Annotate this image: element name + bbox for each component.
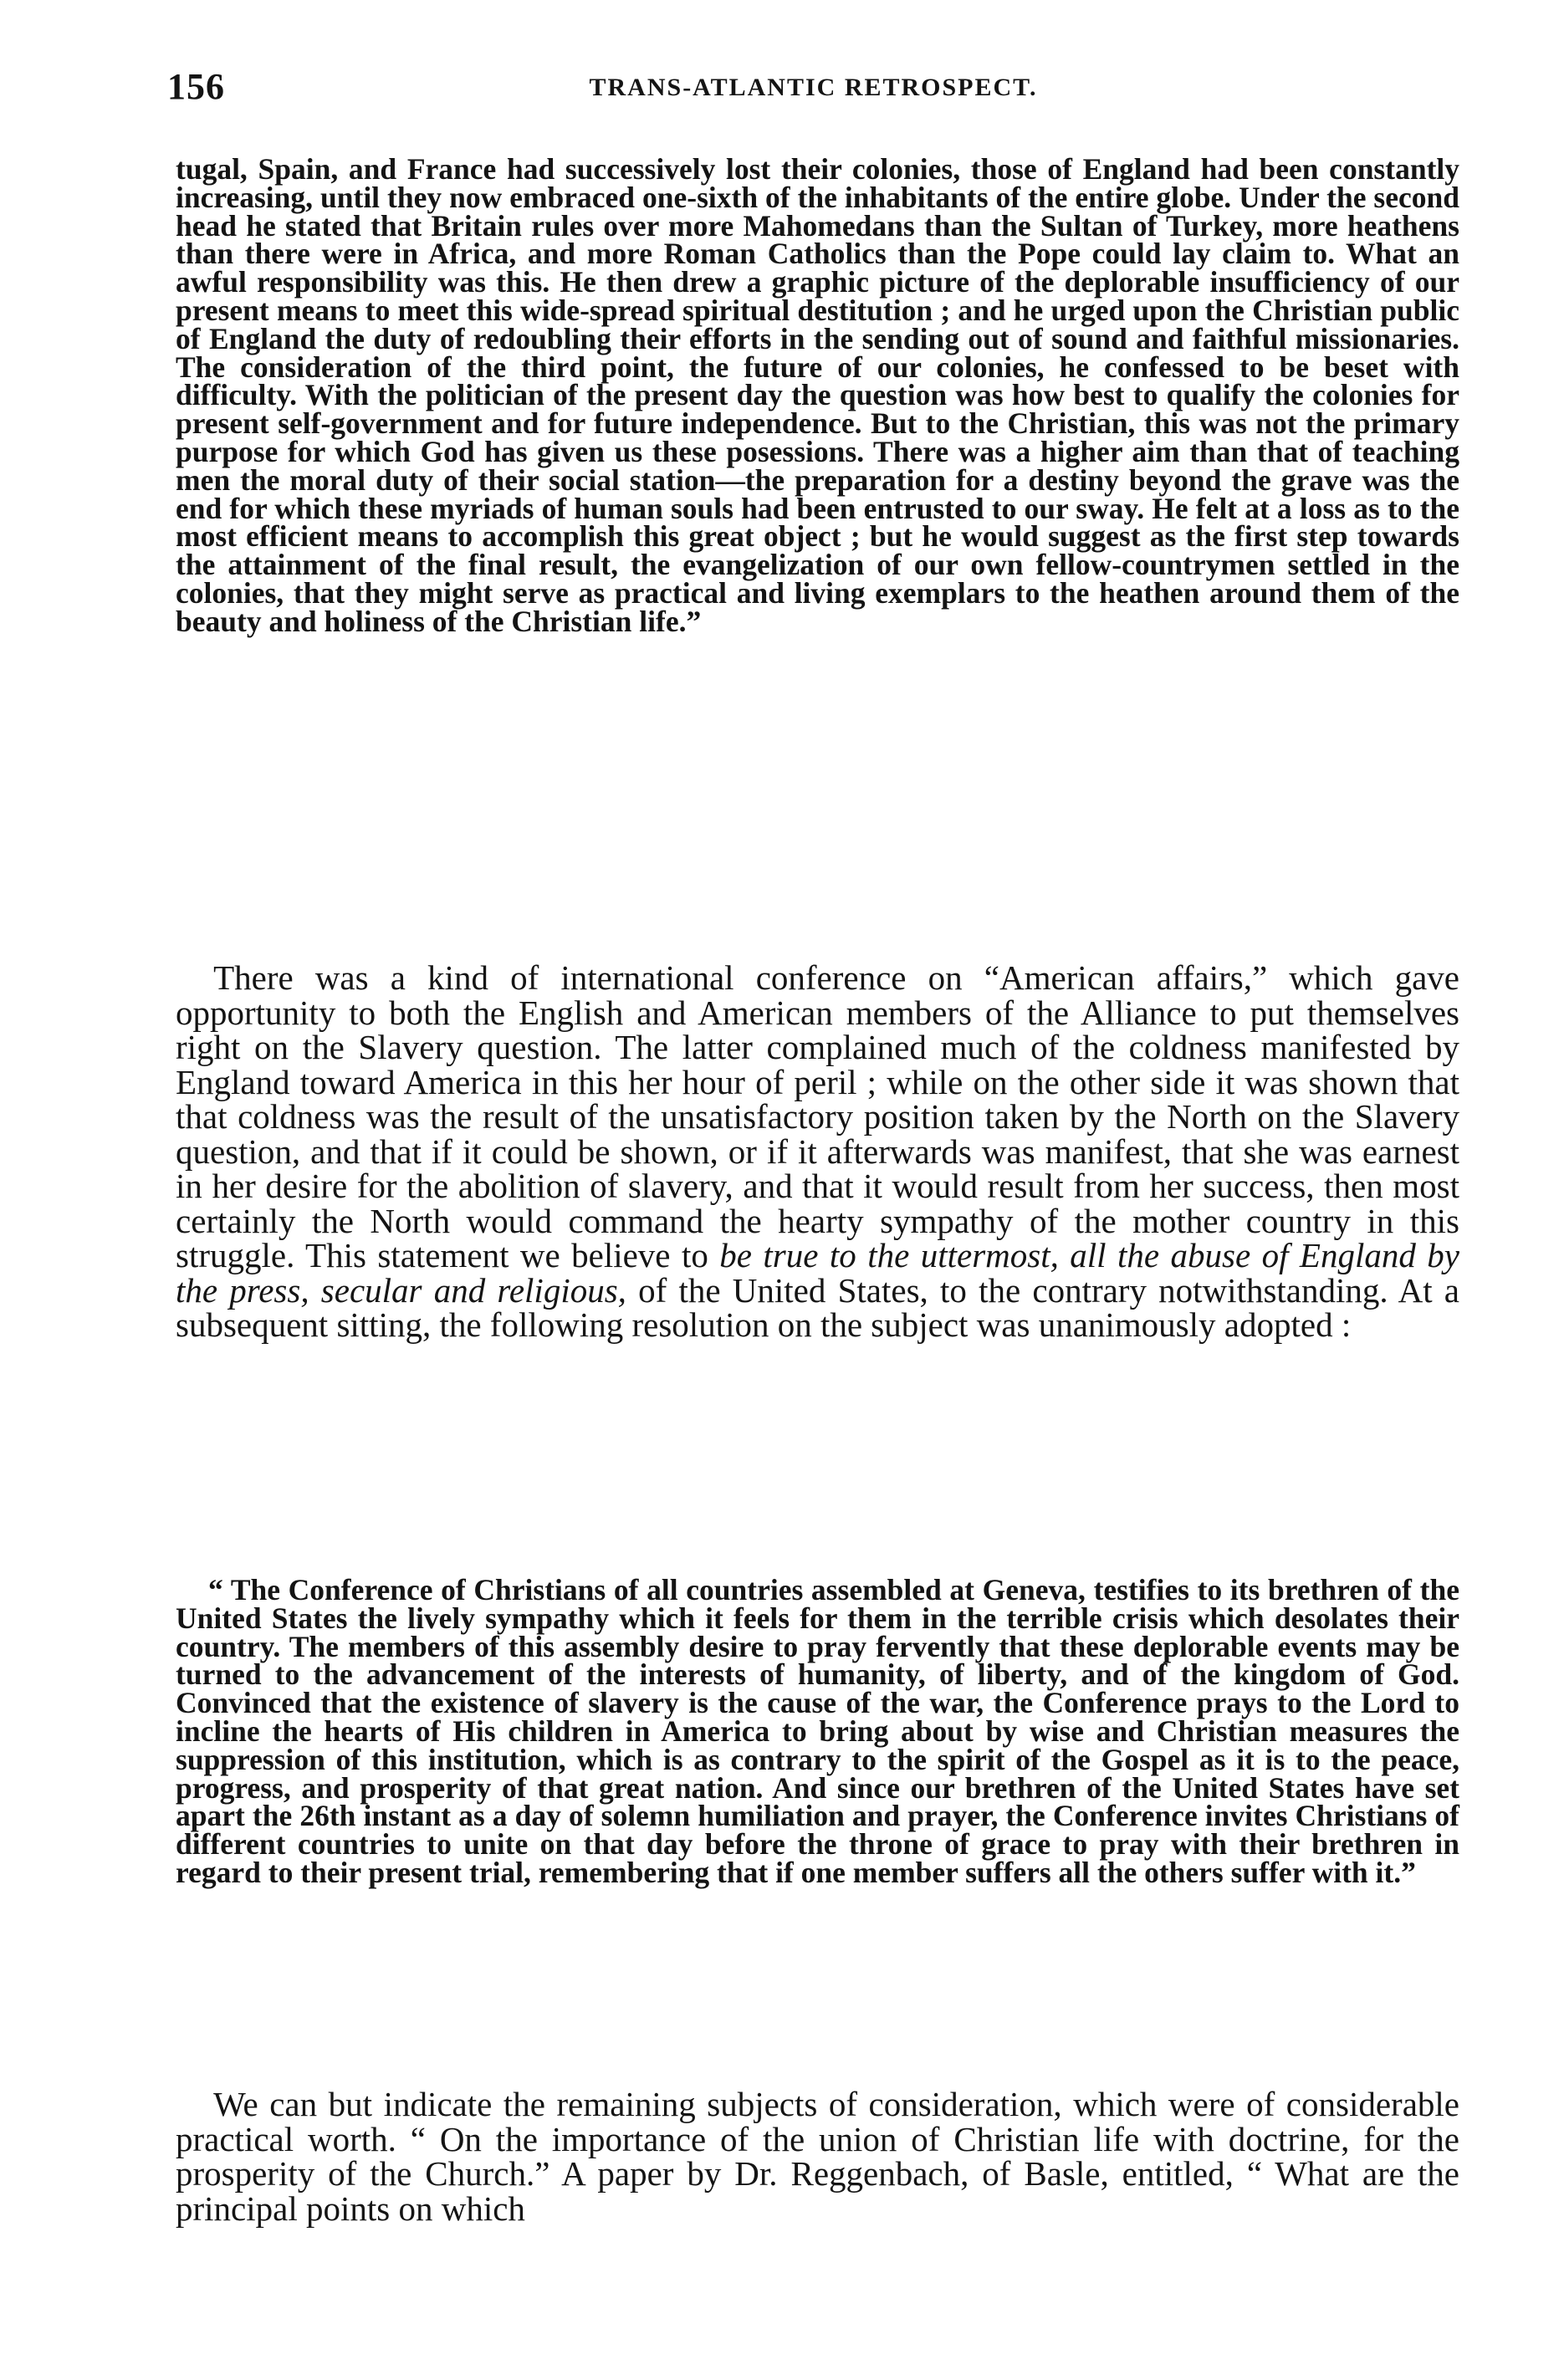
- page-number: 156: [167, 66, 225, 107]
- paragraph-american-affairs-conference: [176, 958, 1459, 1344]
- running-head: TRANS-ATLANTIC RETROSPECT.: [589, 74, 1038, 101]
- page-header: [167, 65, 1459, 115]
- paragraph-text: There was a kind of international conference on “American affairs,” which gave opportunity to both the English and American members of the Alliance to put themselves right on the Slavery question. The latter complained much of the coldness manifested by England toward America in this her hour of peril ; while on the other side it was shown that that coldness was the result of the unsatisfactory position taken by the North on the Slavery question, and that if it could be shown, or if it afterwards was manifest, that she was earnest in her desire for the abolition of slavery, and that it would result from her success, then most certainly the North would command the hearty sympathy of the mother country in this struggle. This statement we believe to: [176, 958, 1459, 1274]
- quoted-speech-continuation: tugal, Spain, and France had successively lost their colonies, those of England had been constantly increasing, until they now embraced one-sixth of the inhabitants of the entire globe. Under the second head he stated that Britain rules over more Mahomedans than the Sultan of Turkey, more heathens than there were in Africa, and more Roman Catholics than the Pope could lay claim to. What an awful responsibility was this. He then drew a graphic picture of the deplorable insufficiency of our present means to meet this wide-spread spiritual destitution ; and he urged upon the Christian public of England the duty of redoubling their efforts in the sending out of sound and faithful missionaries. The consideration of the third point, the future of our colonies, he confessed to be beset with difficulty. With the politician of the present day the question was how best to qualify the colonies for present self-government and for future independence. But to the Christian, this was not the primary purpose for which God has given us these posessions. There was a higher aim than that of teaching men the moral duty of their social station—the preparation for a destiny beyond the grave was the end for which these myriads of human souls had been entrusted to our sway. He felt at a loss as to the most efficient means to accomplish this great object ; but he would suggest as the first step towards the attainment of the final result, the evangelization of our own fellow-countrymen settled in the colonies, that they might serve as practical and living exemplars to the heathen around them of the beauty and holiness of the Christian life.”: [176, 152, 1459, 638]
- paragraph-remaining-subjects: We can but indicate the remaining subjects of consideration, which were of considerable practical worth. “ On the importance of the union of Christian life with doctrine, for the prosperity of the Church.” A paper by Dr. Reggenbach, of Basle, entitled, “ What are the principal points on which: [176, 2085, 1459, 2228]
- italic-emphasis: be true to the uttermost, all the abuse of England by the press, secular and religious,: [176, 1236, 1459, 1310]
- paragraph-text: of the United States, to the contrary notwithstanding. At a subsequent sitting, the following resolution on the subject was unanimously adopted :: [176, 1270, 1459, 1344]
- resolution-quotation: “ The Conference of Christians of all countries assembled at Geneva, testifies to its brethren of the United States the lively sympathy which it feels for them in the terrible crisis which desolates their country. The members of this assembly desire to pray fervently that these deplorable events may be turned to the advancement of the interests of humanity, of liberty, and of the kingdom of God. Convinced that the existence of slavery is the cause of the war, the Conference prays to the Lord to incline the hearts of His children in America to bring about by wise and Christian measures the suppression of this institution, which is as contrary to the spirit of the Gospel as it is to the peace, progress, and prosperity of that great nation. And since our brethren of the United States have set apart the 26th instant as a day of solemn humiliation and prayer, the Conference invites Christians of different countries to unite on that day before the throne of grace to pray with their brethren in regard to their present trial, remembering that if one member suffers all the others suffer with it.”: [176, 1573, 1459, 1889]
